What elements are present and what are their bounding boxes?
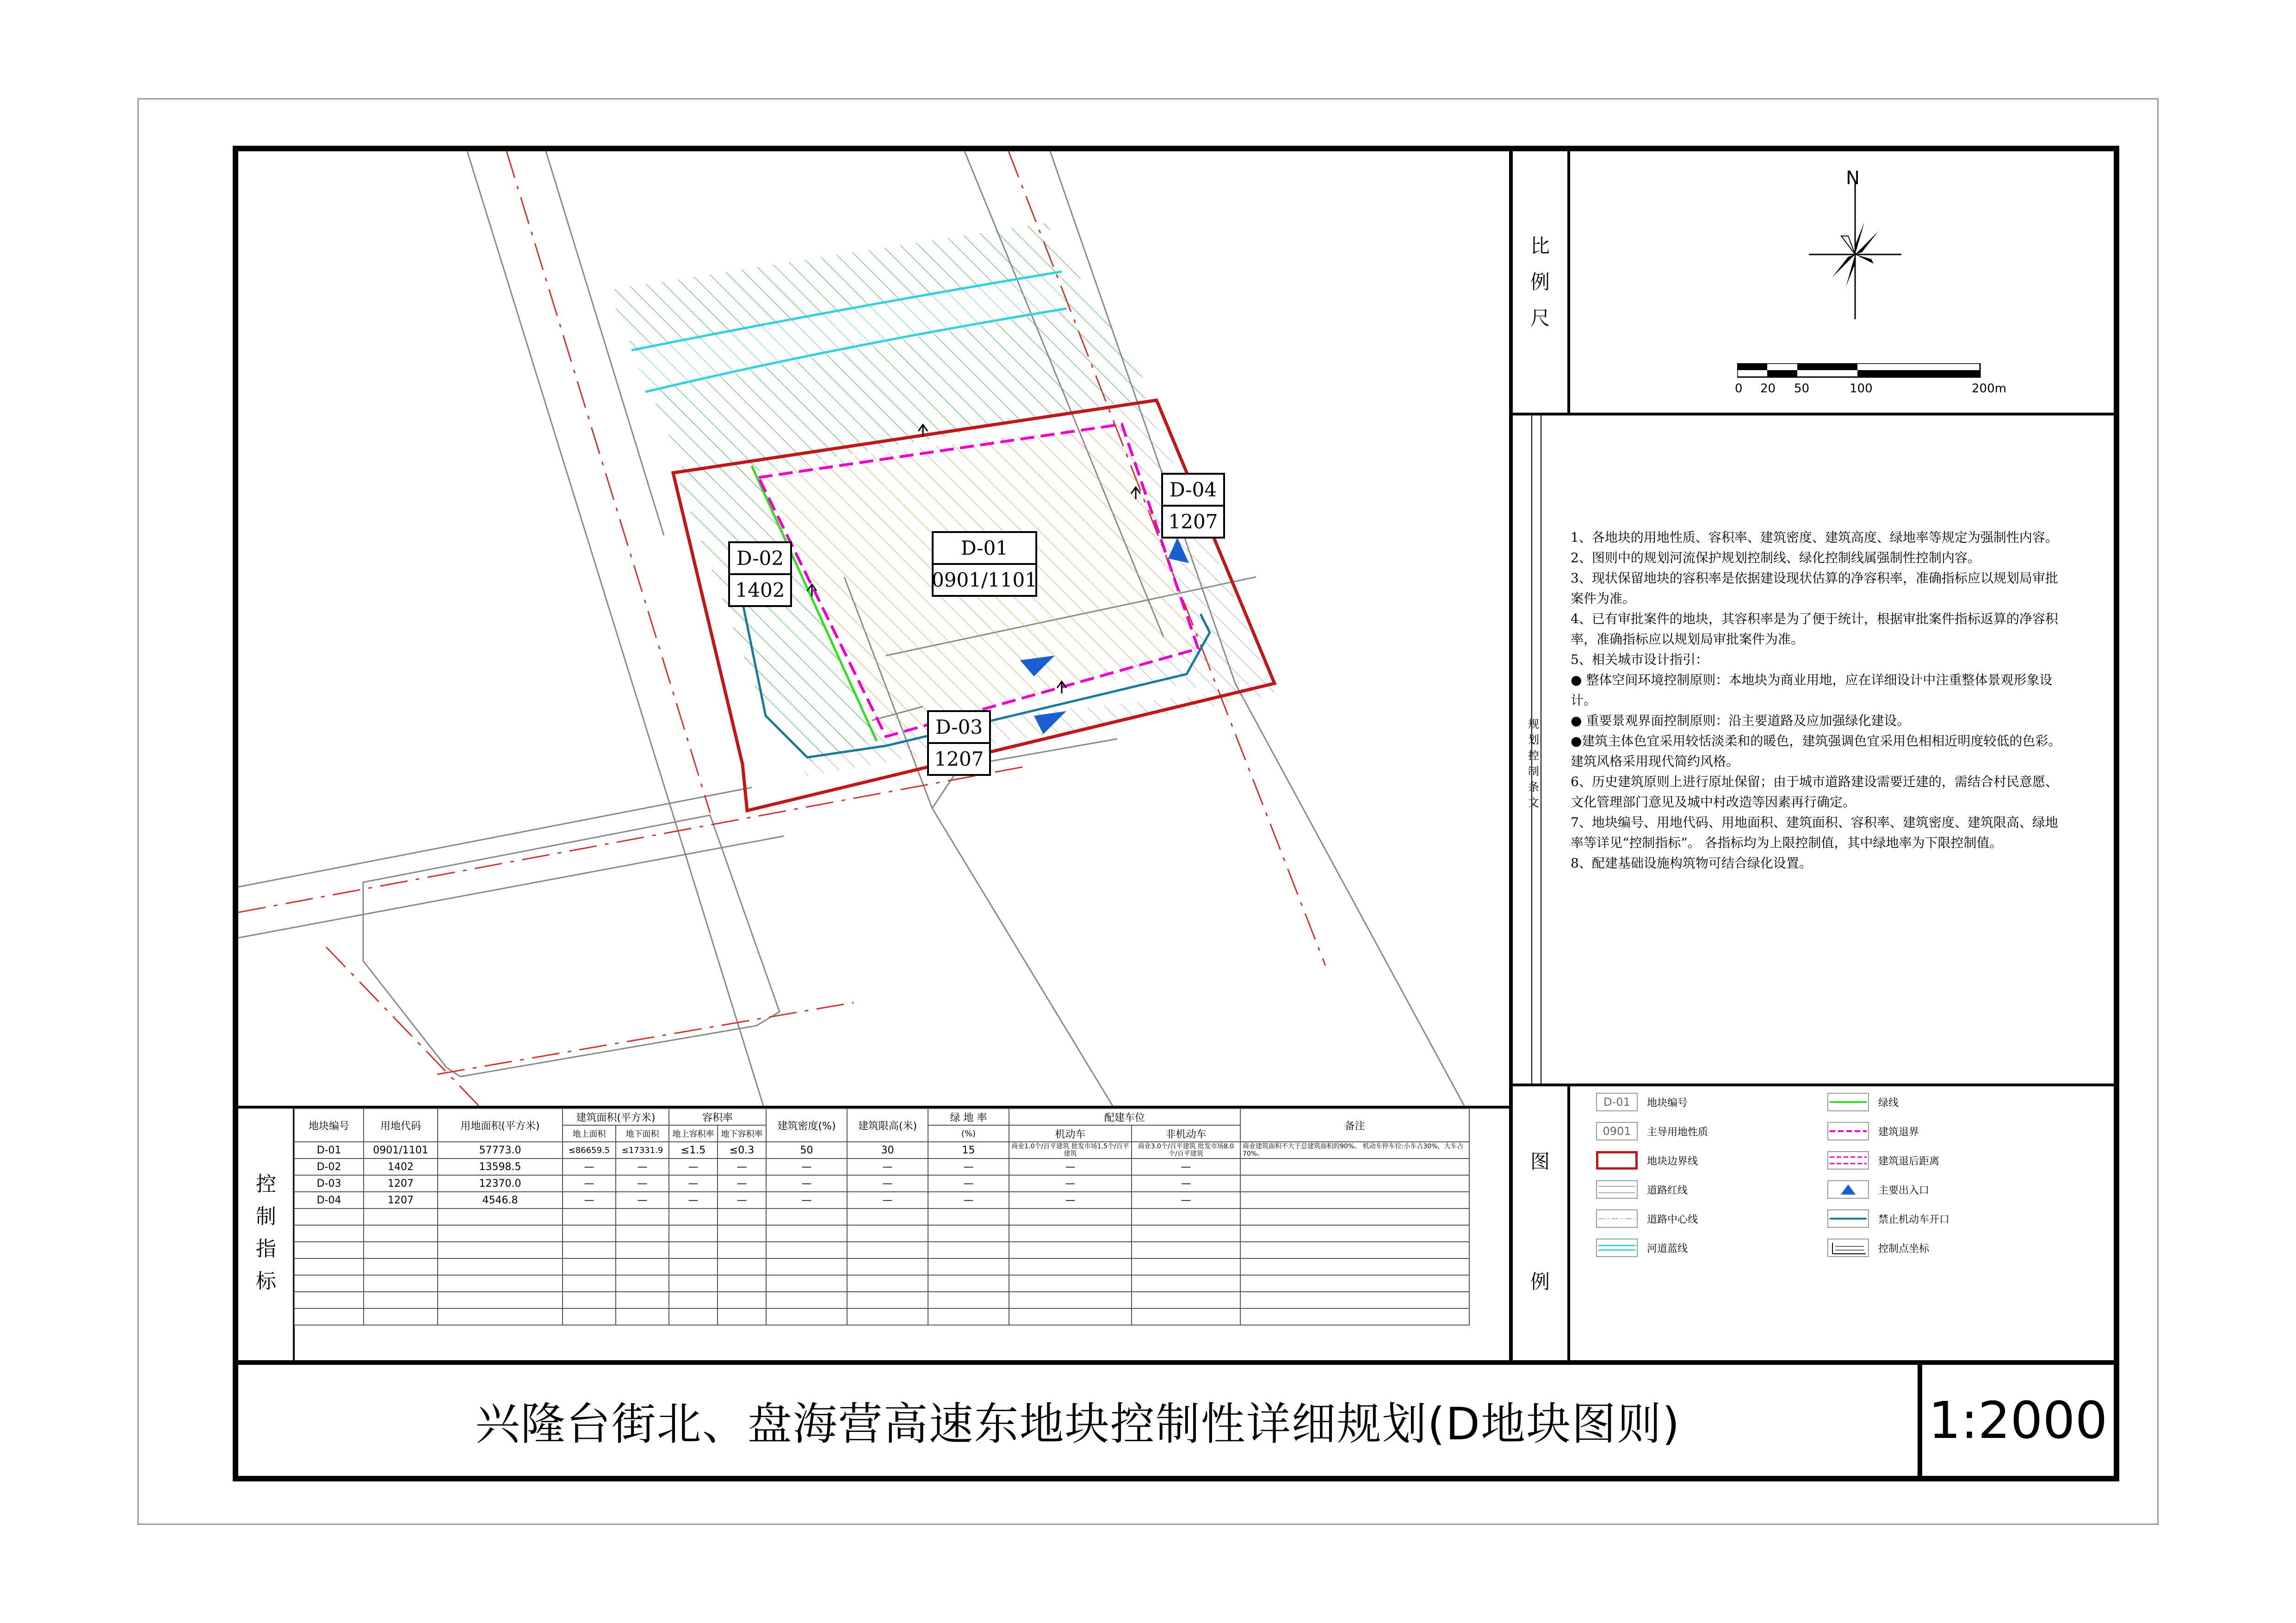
rule-line: 7、地块编号、用地代码、用地面积、建筑面积、容积率、建筑密度、建筑限高、绿地率等详见“控制指标”。 各指标均为上限控制值，其中绿地率为下限控制值。 bbox=[1571, 815, 2058, 850]
table-row bbox=[294, 1158, 1469, 1175]
legend-text: 道路红线 bbox=[1647, 1184, 1688, 1196]
cell: 12370.0 bbox=[438, 1175, 563, 1192]
block-code: 1402 bbox=[730, 573, 790, 605]
block-label-d01 bbox=[932, 531, 1037, 597]
cell: — bbox=[669, 1175, 718, 1192]
cell: 1402 bbox=[364, 1158, 438, 1175]
legend-item-block-id bbox=[1596, 1093, 1688, 1111]
legend-item-road-red-line bbox=[1596, 1180, 1688, 1199]
col-subheader: (%) bbox=[928, 1125, 1009, 1142]
legend-symbol: 0901 bbox=[1596, 1122, 1638, 1140]
label-char: 例 bbox=[1530, 270, 1550, 293]
block-label-d03 bbox=[927, 710, 991, 776]
empty-row bbox=[294, 1208, 1469, 1225]
cell: 4546.8 bbox=[438, 1192, 563, 1208]
scale-tick-50: 50 bbox=[1794, 382, 1810, 396]
label-char: 例 bbox=[1530, 1270, 1550, 1293]
cell: — bbox=[928, 1175, 1009, 1192]
cell: 商业3.0个/百平建筑 批发市场8.0个/百平建筑 bbox=[1132, 1142, 1240, 1158]
empty-row bbox=[294, 1275, 1469, 1292]
label-char: 划 bbox=[1528, 733, 1539, 746]
col-subheader: 地下容积率 bbox=[718, 1125, 766, 1142]
rules-section-label bbox=[1522, 648, 1545, 879]
cell: — bbox=[1009, 1175, 1132, 1192]
legend-text: 地块边界线 bbox=[1647, 1155, 1698, 1167]
scale-section-label bbox=[1513, 151, 1567, 413]
col-subheader: 地上面积 bbox=[563, 1125, 616, 1142]
col-header: 绿 地 率 bbox=[928, 1109, 1009, 1125]
cell: ≤17331.9 bbox=[616, 1142, 669, 1158]
legend-symbol bbox=[1827, 1151, 1869, 1170]
legend-symbol bbox=[1827, 1093, 1869, 1111]
legend-item-block-boundary bbox=[1596, 1151, 1698, 1170]
col-header: 用地面积(平方米) bbox=[438, 1109, 563, 1142]
cell bbox=[1240, 1192, 1469, 1208]
divider-legend bbox=[1513, 1084, 2117, 1086]
scale-col-divider bbox=[1567, 151, 1570, 413]
cell: 30 bbox=[847, 1142, 928, 1158]
block-code: 1207 bbox=[1163, 505, 1223, 537]
col-subheader: 地下面积 bbox=[616, 1125, 669, 1142]
rule-line: ● 整体空间环境控制原则：本地块为商业用地，应在详细设计中注重整体景观形象设计。 bbox=[1571, 672, 2053, 708]
cell: — bbox=[766, 1158, 847, 1175]
block-code: 1207 bbox=[929, 742, 989, 774]
cell bbox=[1240, 1175, 1469, 1192]
cell: — bbox=[1009, 1192, 1132, 1208]
legend-symbol bbox=[1596, 1180, 1638, 1199]
rule-line: ●建筑主体色宜采用较恬淡柔和的暖色，建筑强调色宜采用色相相近明度较低的色彩。建筑风格采用现代简约风格。 bbox=[1571, 733, 2061, 769]
empty-row bbox=[294, 1258, 1469, 1275]
rule-line: 3、现状保留地块的容积率是依据建设现状估算的净容积率，准确指标应以规划局审批案件为准。 bbox=[1571, 570, 2058, 606]
cell: ≤86659.5 bbox=[563, 1142, 616, 1158]
cell: — bbox=[928, 1192, 1009, 1208]
col-header: 地块编号 bbox=[294, 1109, 364, 1142]
legend-item-control-point bbox=[1827, 1239, 1929, 1257]
label-char: 控 bbox=[256, 1172, 276, 1196]
legend-text: 控制点坐标 bbox=[1878, 1243, 1930, 1255]
label-char: 尺 bbox=[1530, 306, 1550, 329]
col-subheader: 非机动车 bbox=[1132, 1125, 1240, 1142]
cell: — bbox=[616, 1175, 669, 1192]
legend-item-road-center bbox=[1596, 1209, 1698, 1228]
cell: 57773.0 bbox=[438, 1142, 563, 1158]
cell: 15 bbox=[928, 1142, 1009, 1158]
label-char: 标 bbox=[256, 1270, 276, 1293]
cell: — bbox=[847, 1158, 928, 1175]
legend-item-main-entrance bbox=[1827, 1180, 1929, 1199]
divider-scale bbox=[1513, 413, 2117, 415]
cell: — bbox=[1132, 1175, 1240, 1192]
label-char: 文 bbox=[1528, 796, 1539, 809]
control-indicators-label bbox=[238, 1106, 294, 1360]
legend-text: 主导用地性质 bbox=[1647, 1126, 1708, 1138]
cell: — bbox=[669, 1158, 718, 1175]
col-subheader: 地上容积率 bbox=[669, 1125, 718, 1142]
block-id: D-03 bbox=[935, 716, 983, 738]
cell: 商业1.0个/百平建筑 批发市场1.5个/百平建筑 bbox=[1009, 1142, 1132, 1158]
cell: — bbox=[616, 1192, 669, 1208]
drawing-scale: 1:2000 bbox=[1918, 1365, 2114, 1476]
empty-row bbox=[294, 1308, 1469, 1325]
table-header-row bbox=[294, 1109, 1469, 1125]
col-header: 配建车位 bbox=[1009, 1109, 1240, 1125]
site-plan-map bbox=[238, 151, 1509, 1106]
legend-text: 河道蓝线 bbox=[1647, 1243, 1688, 1255]
legend-item-no-vehicle-opening bbox=[1827, 1209, 1949, 1228]
rule-line: ● 重要景观界面控制原则：沿主要道路及应加强绿化建设。 bbox=[1571, 713, 1910, 728]
scale-tick-20: 20 bbox=[1760, 382, 1776, 396]
legend-text: 地块编号 bbox=[1647, 1097, 1688, 1109]
north-arrow-icon bbox=[1804, 167, 1906, 333]
table-row bbox=[294, 1192, 1469, 1208]
legend-section-label bbox=[1513, 1084, 1567, 1360]
label-char: 比 bbox=[1530, 234, 1550, 257]
scale-bar bbox=[1737, 363, 1982, 382]
label-char: 控 bbox=[1528, 749, 1539, 762]
rule-line: 8、配建基础设施构筑物可结合绿化设置。 bbox=[1571, 855, 1812, 871]
legend-text: 绿线 bbox=[1878, 1097, 1899, 1109]
scale-tick-0: 0 bbox=[1735, 382, 1743, 396]
cell: 0901/1101 bbox=[364, 1142, 438, 1158]
legend-symbol: D-01 bbox=[1596, 1093, 1638, 1111]
empty-row bbox=[294, 1242, 1469, 1258]
cell: D-02 bbox=[294, 1158, 364, 1175]
rule-line: 5、相关城市设计指引： bbox=[1571, 652, 1708, 667]
scale-tick-100: 100 bbox=[1850, 382, 1873, 396]
cell: — bbox=[563, 1192, 616, 1208]
legend-item-green-line bbox=[1827, 1093, 1899, 1111]
cell: — bbox=[1132, 1192, 1240, 1208]
cell: D-01 bbox=[294, 1142, 364, 1158]
cell: — bbox=[766, 1175, 847, 1192]
cell: — bbox=[847, 1175, 928, 1192]
legend-symbol bbox=[1596, 1151, 1638, 1170]
block-label-d04 bbox=[1161, 473, 1225, 539]
planning-rules-text bbox=[1571, 527, 2070, 873]
legend-col-divider bbox=[1567, 1084, 1570, 1360]
cell: — bbox=[718, 1175, 766, 1192]
label-char: 制 bbox=[1528, 765, 1539, 778]
col-header: 建筑限高(米) bbox=[847, 1109, 928, 1142]
north-label: N bbox=[1846, 167, 1860, 189]
cell: — bbox=[563, 1175, 616, 1192]
col-header: 备注 bbox=[1240, 1109, 1469, 1142]
cell: 1207 bbox=[364, 1175, 438, 1192]
label-char: 指 bbox=[256, 1237, 276, 1261]
cell: — bbox=[718, 1158, 766, 1175]
block-label-d02 bbox=[728, 541, 792, 607]
legend-text: 主要出入口 bbox=[1878, 1184, 1930, 1196]
legend-item-setback-distance bbox=[1827, 1151, 1939, 1170]
legend-item-land-use bbox=[1596, 1122, 1708, 1140]
cell: — bbox=[766, 1192, 847, 1208]
table-row bbox=[294, 1142, 1469, 1158]
col-header: 容积率 bbox=[669, 1109, 766, 1125]
rule-line: 4、已有审批案件的地块，其容积率是为了便于统计，根据审批案件指标返算的净容积率，准确指标应以规划局审批案件为准。 bbox=[1571, 611, 2058, 647]
legend-symbol bbox=[1827, 1122, 1869, 1140]
cell: — bbox=[563, 1158, 616, 1175]
control-indicators-table bbox=[294, 1108, 1470, 1326]
cell: 商业建筑面积不大于总建筑面积的90%。 机动车停车位:小车占30%，大车占70%。 bbox=[1240, 1142, 1469, 1158]
legend-item-setback bbox=[1827, 1122, 1919, 1140]
col-header: 建筑面积(平方米) bbox=[563, 1109, 669, 1125]
legend-symbol bbox=[1596, 1239, 1638, 1257]
page-title: 兴隆台街北、盘海营高速东地块控制性详细规划(D地块图则) bbox=[475, 1398, 1681, 1450]
cell: ≤0.3 bbox=[718, 1142, 766, 1158]
rule-line: 2、图则中的规划河流保护规划控制线、绿化控制线属强制性控制内容。 bbox=[1571, 550, 1980, 565]
legend-text: 禁止机动车开口 bbox=[1878, 1214, 1950, 1226]
label-char: 规 bbox=[1528, 718, 1539, 731]
block-id: D-04 bbox=[1169, 478, 1217, 501]
col-header: 用地代码 bbox=[364, 1109, 438, 1142]
cell: — bbox=[1009, 1158, 1132, 1175]
label-char: 制 bbox=[256, 1205, 276, 1228]
cell bbox=[1240, 1158, 1469, 1175]
control-point-icon bbox=[1827, 1239, 1869, 1257]
block-code: 0901/1101 bbox=[934, 563, 1035, 595]
cell: — bbox=[1132, 1158, 1240, 1175]
cell: — bbox=[718, 1192, 766, 1208]
cell: — bbox=[928, 1158, 1009, 1175]
legend-text: 建筑退后距离 bbox=[1878, 1155, 1940, 1167]
rule-line: 1、各地块的用地性质、容积率、建筑密度、建筑高度、绿地率等规定为强制性内容。 bbox=[1571, 530, 2058, 545]
cell: ≤1.5 bbox=[669, 1142, 718, 1158]
scale-tick-200: 200m bbox=[1972, 382, 2006, 396]
col-header: 建筑密度(%) bbox=[766, 1109, 847, 1142]
legend-item-river-blue-line bbox=[1596, 1239, 1688, 1257]
cell: D-04 bbox=[294, 1192, 364, 1208]
legend-text: 道路中心线 bbox=[1647, 1214, 1698, 1226]
legend-symbol bbox=[1596, 1209, 1638, 1228]
col-subheader: 机动车 bbox=[1009, 1125, 1132, 1142]
rule-line: 6、历史建筑原则上进行原址保留；由于城市道路建设需要迁建的，需结合村民意愿、文化管理部门意见及城中村改造等因素再行确定。 bbox=[1571, 774, 2058, 810]
cell: — bbox=[847, 1192, 928, 1208]
block-id: D-02 bbox=[736, 547, 784, 570]
entrance-triangle-icon bbox=[1827, 1180, 1869, 1199]
legend-symbol bbox=[1827, 1209, 1869, 1228]
cell: — bbox=[669, 1192, 718, 1208]
cell: D-03 bbox=[294, 1175, 364, 1192]
table-row bbox=[294, 1175, 1469, 1192]
legend-text: 建筑退界 bbox=[1878, 1126, 1919, 1138]
cell: 13598.5 bbox=[438, 1158, 563, 1175]
label-char: 图 bbox=[1530, 1150, 1550, 1173]
empty-row bbox=[294, 1225, 1469, 1242]
cell: 1207 bbox=[364, 1192, 438, 1208]
empty-row bbox=[294, 1292, 1469, 1308]
cell: — bbox=[616, 1158, 669, 1175]
cell: 50 bbox=[766, 1142, 847, 1158]
block-id: D-01 bbox=[960, 537, 1009, 559]
label-char: 条 bbox=[1528, 781, 1539, 793]
